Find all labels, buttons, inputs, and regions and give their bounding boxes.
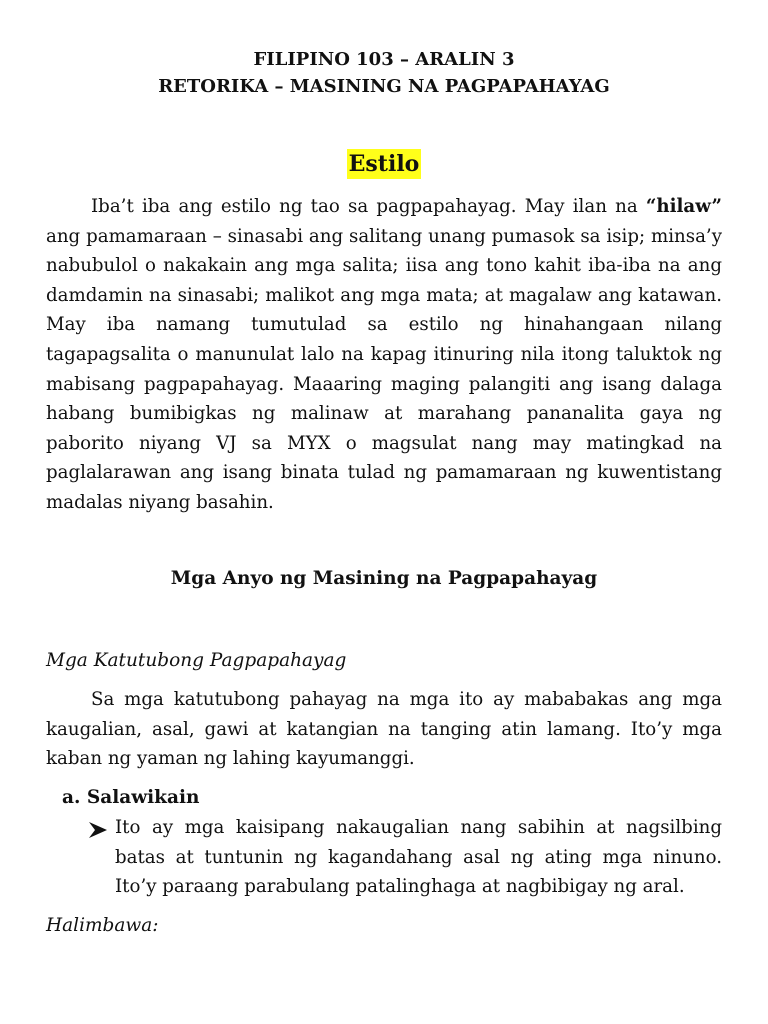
document-header [0,46,768,100]
lesson-topic-title: RETORIKA – MASINING NA PAGPAPAHAYAG [158,76,610,97]
salawikain-bullet [88,813,722,902]
section-title-estilo: Estilo [348,151,420,177]
katutubong-heading: Mga Katutubong Pagpapahayag [46,650,347,671]
section-title-wrapper [0,149,768,179]
course-lesson-title: FILIPINO 103 – ARALIN 3 [253,49,515,70]
estilo-paragraph [46,192,722,518]
katutubong-paragraph: Sa mga katutubong pahayag na mga ito ay mababakas ang mga kaugalian, asal, gawi at katangian na tanging atin lamang. Ito’y mga kaban ng yaman ng lahing kayumanggi. [46,689,722,770]
estilo-paragraph-start: Iba’t iba ang estilo ng tao sa pagpapahayag. May ilan na [91,196,646,217]
anyo-heading: Mga Anyo ng Masining na Pagpapahayag [170,568,598,589]
hilaw-emphasis: “hilaw” [645,196,722,217]
arrowhead-bullet-icon [88,821,108,839]
salawikain-heading: a. Salawikain [62,787,200,808]
estilo-paragraph-rest: ang pamamaraan – sinasabi ang salitang unang pumasok sa isip; minsa’y nabubulol o nakakain ang mga salita; iisa ang tono kahit iba-iba na ang damdamin na sinasabi; malikot ang mga mata; at magalaw ang katawan. May iba namang tumutulad sa estilo ng hinahangaan nilang tagapagsalita o manunulat lalo na kapag itinuring nila itong taluktok ng mabisang pagpapahayag. Maaaring maging palangiti ang isang dalaga habang bumibigkas ng malinaw at marahang pananalita gaya ng paborito niyang VJ sa MYX o magsulat nang may matingkad na paglalarawan ang isang binata tulad ng pamamaraan ng kuwentistang madalas niyang basahin. [46,225,722,513]
salawikain-definition: Ito ay mga kaisipang nakaugalian nang sabihin at nagsilbing batas at tuntunin ng kagandahang asal ng ating mga ninuno. Ito’y paraang parabulang patalinghaga at nagbibigay ng aral. [115,817,722,898]
halimbawa-label: Halimbawa: [46,915,159,936]
